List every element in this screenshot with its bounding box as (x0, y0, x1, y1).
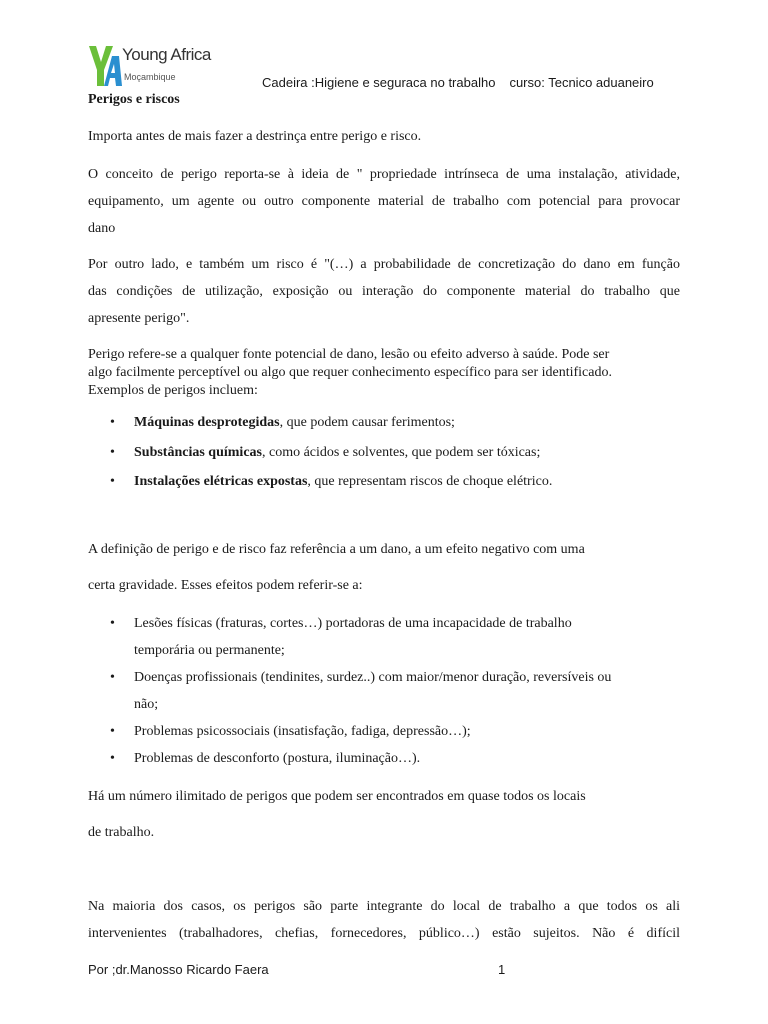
paragraph-perigo-examples (88, 346, 680, 400)
logo-sub-text: Moçambique (124, 72, 176, 82)
course-header (262, 75, 654, 90)
young-africa-logo (88, 44, 211, 90)
paragraph-line: Por outro lado, e também um risco é "(…) a probabilidade de concretização do dano em função (88, 257, 680, 272)
paragraph-line: O conceito de perigo reporta-se à ideia de " propriedade intrínseca de uma instalação, atividade, (88, 167, 680, 182)
header-curso: curso: Tecnico aduaneiro (509, 75, 654, 90)
bullet-icon: • (110, 616, 115, 631)
hazard-term: Instalações elétricas expostas (134, 474, 308, 489)
hazard-description: , que representam riscos de choque elétrico. (307, 474, 553, 489)
paragraph-unlimited-hazards (88, 783, 680, 846)
bullet-icon: • (110, 724, 115, 739)
paragraph-line: intervenientes (trabalhadores, chefias, fornecedores, público…) estão sujeitos. Não é difícil (88, 926, 680, 941)
list-item (110, 474, 552, 490)
paragraph-line: apresente perigo". (88, 311, 190, 326)
paragraph-line: equipamento, um agente ou outro componente material de trabalho com potencial para provocar (88, 194, 680, 209)
paragraph-line: Na maioria dos casos, os perigos são parte integrante do local de trabalho a que todos os ali (88, 899, 680, 914)
paragraph-line: certa gravidade. Esses efeitos podem referir-se a: (88, 578, 363, 593)
paragraph-line: Há um número ilimitado de perigos que podem ser encontrados em quase todos os locais (88, 789, 586, 804)
list-item (110, 745, 680, 772)
effect-line: Problemas de desconforto (postura, iluminação…). (134, 751, 421, 766)
hazard-description: , que podem causar ferimentos; (279, 415, 455, 430)
paragraph-line: A definição de perigo e de risco faz referência a um dano, a um efeito negativo com uma (88, 542, 585, 557)
header-cadeira: Cadeira :Higiene e seguraca no trabalho (262, 75, 496, 90)
footer-author: Por ;dr.Manosso Ricardo Faera (88, 962, 269, 977)
hazard-description: , como ácidos e solventes, que podem ser tóxicas; (261, 445, 541, 460)
hazard-term: Substâncias químicas (134, 445, 262, 460)
effect-line: Doenças profissionais (tendinites, surdez..) com maior/menor duração, reversíveis ou (134, 670, 612, 685)
bullet-icon: • (110, 445, 115, 460)
paragraph-line: de trabalho. (88, 825, 155, 840)
paragraph-perigo-definition (88, 161, 680, 242)
effect-line: Lesões físicas (fraturas, cortes…) portadoras de uma incapacidade de trabalho (134, 616, 572, 631)
effect-line: temporária ou permanente; (134, 643, 285, 658)
paragraph-line: Perigo refere-se a qualquer fonte potencial de dano, lesão ou efeito adverso à saúde. Pode ser (88, 347, 610, 362)
bullet-icon: • (110, 474, 115, 489)
paragraph-intro: Importa antes de mais fazer a destrinça entre perigo e risco. (88, 129, 422, 144)
bullet-icon: • (110, 751, 115, 766)
paragraph-dano-effects (88, 536, 680, 599)
paragraph-line: algo facilmente perceptível ou algo que requer conhecimento específico para ser identificado. (88, 365, 612, 380)
paragraph-risco-definition (88, 251, 680, 332)
page-title: Perigos e riscos (88, 92, 180, 107)
effect-line: Problemas psicossociais (insatisfação, fadiga, depressão…); (134, 724, 471, 739)
page-number: 1 (498, 962, 506, 977)
list-item (110, 445, 540, 461)
ya-logo-mark-icon (88, 44, 122, 88)
bullet-icon: • (110, 670, 115, 685)
paragraph-line: das condições de utilização, exposição ou interação do componente material do trabalho que (88, 284, 680, 299)
list-item (110, 415, 455, 431)
list-item (110, 664, 680, 718)
bullet-icon: • (110, 415, 115, 430)
list-item (110, 718, 680, 745)
paragraph-line: dano (88, 221, 116, 236)
paragraph-workplace-hazards (88, 893, 680, 947)
effect-line: não; (134, 697, 159, 712)
list-item (110, 610, 680, 664)
logo-brand-text: Young Africa (122, 45, 211, 64)
hazard-term: Máquinas desprotegidas (134, 415, 280, 430)
paragraph-line: Exemplos de perigos incluem: (88, 383, 258, 398)
